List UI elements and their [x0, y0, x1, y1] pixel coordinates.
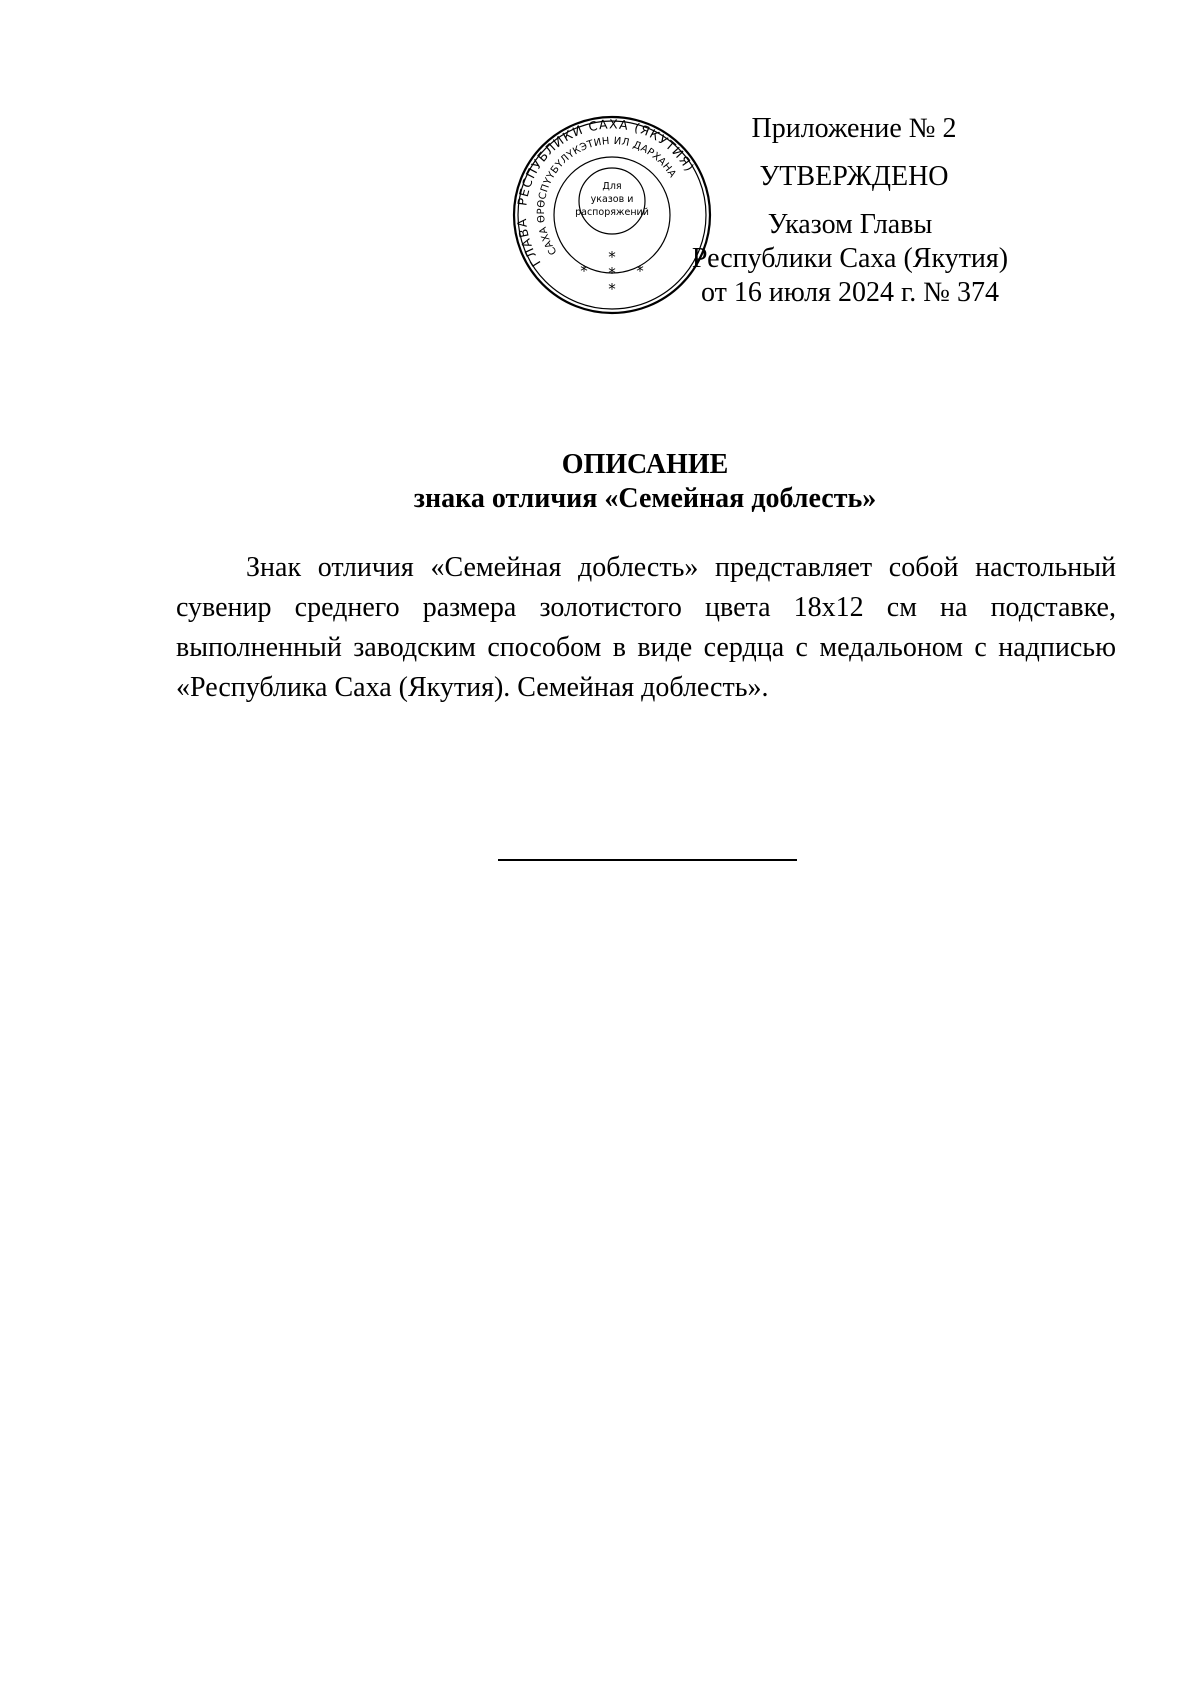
approved-stamp-text: УТВЕРЖДЕНО	[759, 161, 949, 192]
seal-center-line-3: распоряжений	[575, 207, 649, 218]
seal-star-icon: *	[580, 262, 588, 280]
description-paragraph: Знак отличия «Семейная доблесть» представляет собой настольный сувенир среднего размера золотистого цвета 18х12 см на подставке, выполненный заводским способом в виде сердца с медальоном с надписью «Республика Саха (Якутия). Семейная доблесть».	[176, 552, 1116, 703]
document-title	[0, 448, 1200, 516]
seal-star-icon: *	[608, 280, 616, 298]
approval-block	[670, 112, 1030, 310]
seal-center-line-2: указов и	[590, 194, 634, 205]
decree-line-2: Республики Саха (Якутия)	[691, 243, 1009, 274]
end-divider	[498, 859, 797, 861]
seal-center-line-1: Для	[602, 181, 622, 192]
seal-star-icon: *	[636, 262, 644, 280]
seal-star-icon: *	[608, 248, 616, 266]
decree-line-3: от 16 июля 2024 г. № 374	[701, 277, 999, 308]
seal-inner-ring-text: САХА ӨРӨСПҮҮБҮЛҮКЭТИН ИЛ ДАРХАНА	[535, 135, 678, 257]
title-subheading: знака отличия «Семейная доблесть»	[413, 483, 877, 514]
seal-top-text: РЕСПУБЛИКИ САХА (ЯКУТИЯ)	[514, 116, 698, 207]
title-heading: ОПИСАНИЕ	[561, 449, 729, 480]
seal-star-icon: *	[608, 264, 616, 282]
decree-line-1: Указом Главы	[767, 209, 933, 240]
annex-number: Приложение № 2	[751, 113, 957, 144]
seal-outer-left-text: ГЛАВА	[513, 216, 544, 270]
